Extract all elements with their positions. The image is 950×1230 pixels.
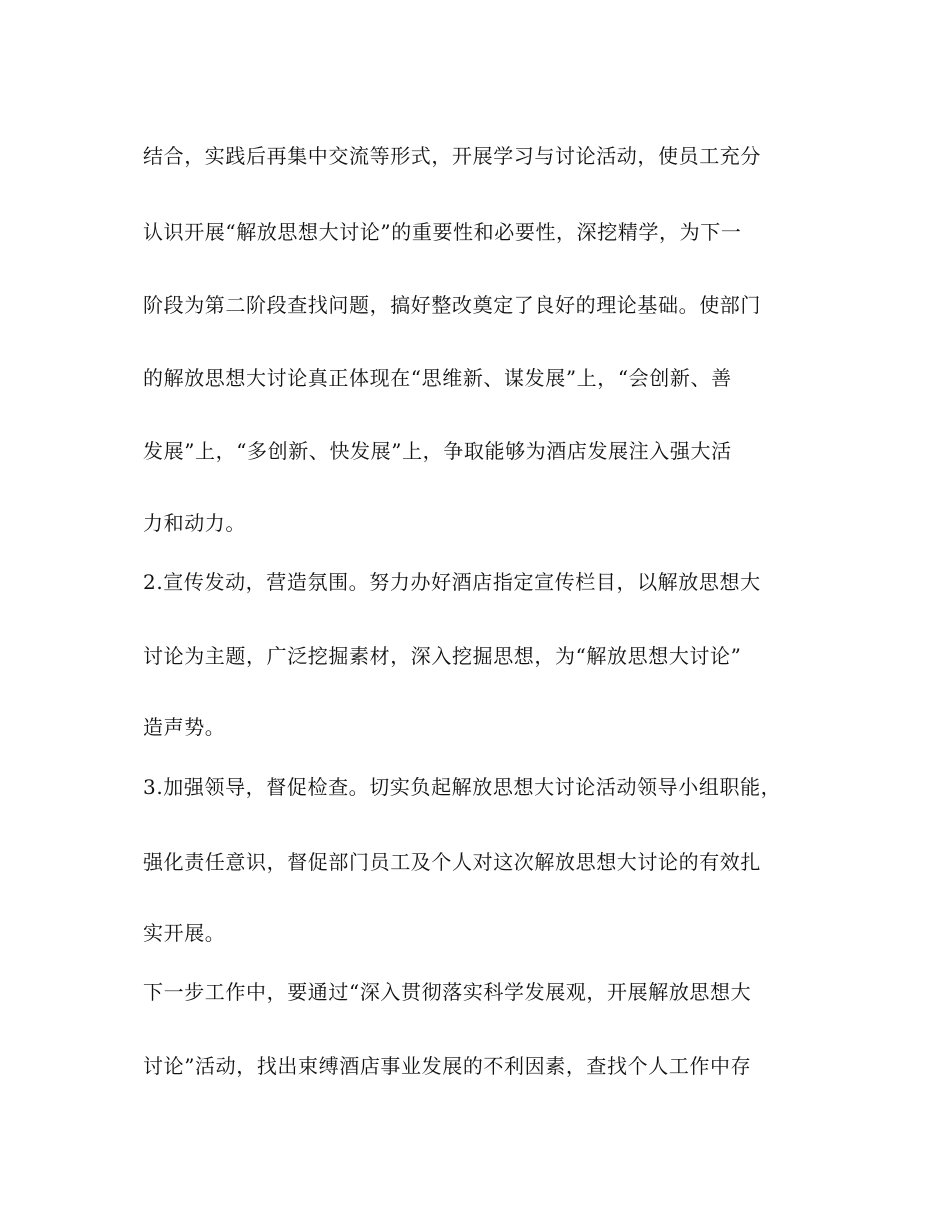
body-text-line: 实开展。 bbox=[143, 921, 226, 945]
numbered-item-2: 2.宣传发动，营造氛围。努力办好酒店指定宣传栏目，以解放思想大 bbox=[143, 570, 761, 594]
numbered-item-3: 3.加强领导，督促检查。切实负起解放思想大讨论活动领导小组职能， bbox=[143, 775, 782, 799]
body-text-line: 讨论为主题，广泛挖掘素材，深入挖掘思想，为“解放思想大讨论” bbox=[143, 644, 742, 668]
body-text-line: 力和动力。 bbox=[143, 511, 246, 535]
body-text-line: 强化责任意识，督促部门员工及个人对这次解放思想大讨论的有效扎 bbox=[143, 850, 761, 874]
body-text-line: 讨论”活动，找出束缚酒店事业发展的不利因素，查找个人工作中存 bbox=[143, 1054, 752, 1078]
body-text-line: 的解放思想大讨论真正体现在“思维新、谋发展”上，“会创新、善 bbox=[143, 366, 732, 390]
body-text-line: 认识开展“解放思想大讨论”的重要性和必要性，深挖精学，为下一 bbox=[143, 220, 742, 244]
body-text-line: 发展”上，“多创新、快发展”上，争取能够为酒店发展注入强大活 bbox=[143, 439, 732, 463]
body-text-line: 造声势。 bbox=[143, 715, 226, 739]
body-text-line: 阶段为第二阶段查找问题，搞好整改奠定了良好的理论基础。使部门 bbox=[143, 293, 761, 317]
paragraph-start-line: 下一步工作中，要通过“深入贯彻落实科学发展观，开展解放思想大 bbox=[143, 980, 752, 1004]
body-text-line: 结合，实践后再集中交流等形式，开展学习与讨论活动，使员工充分 bbox=[143, 144, 761, 168]
